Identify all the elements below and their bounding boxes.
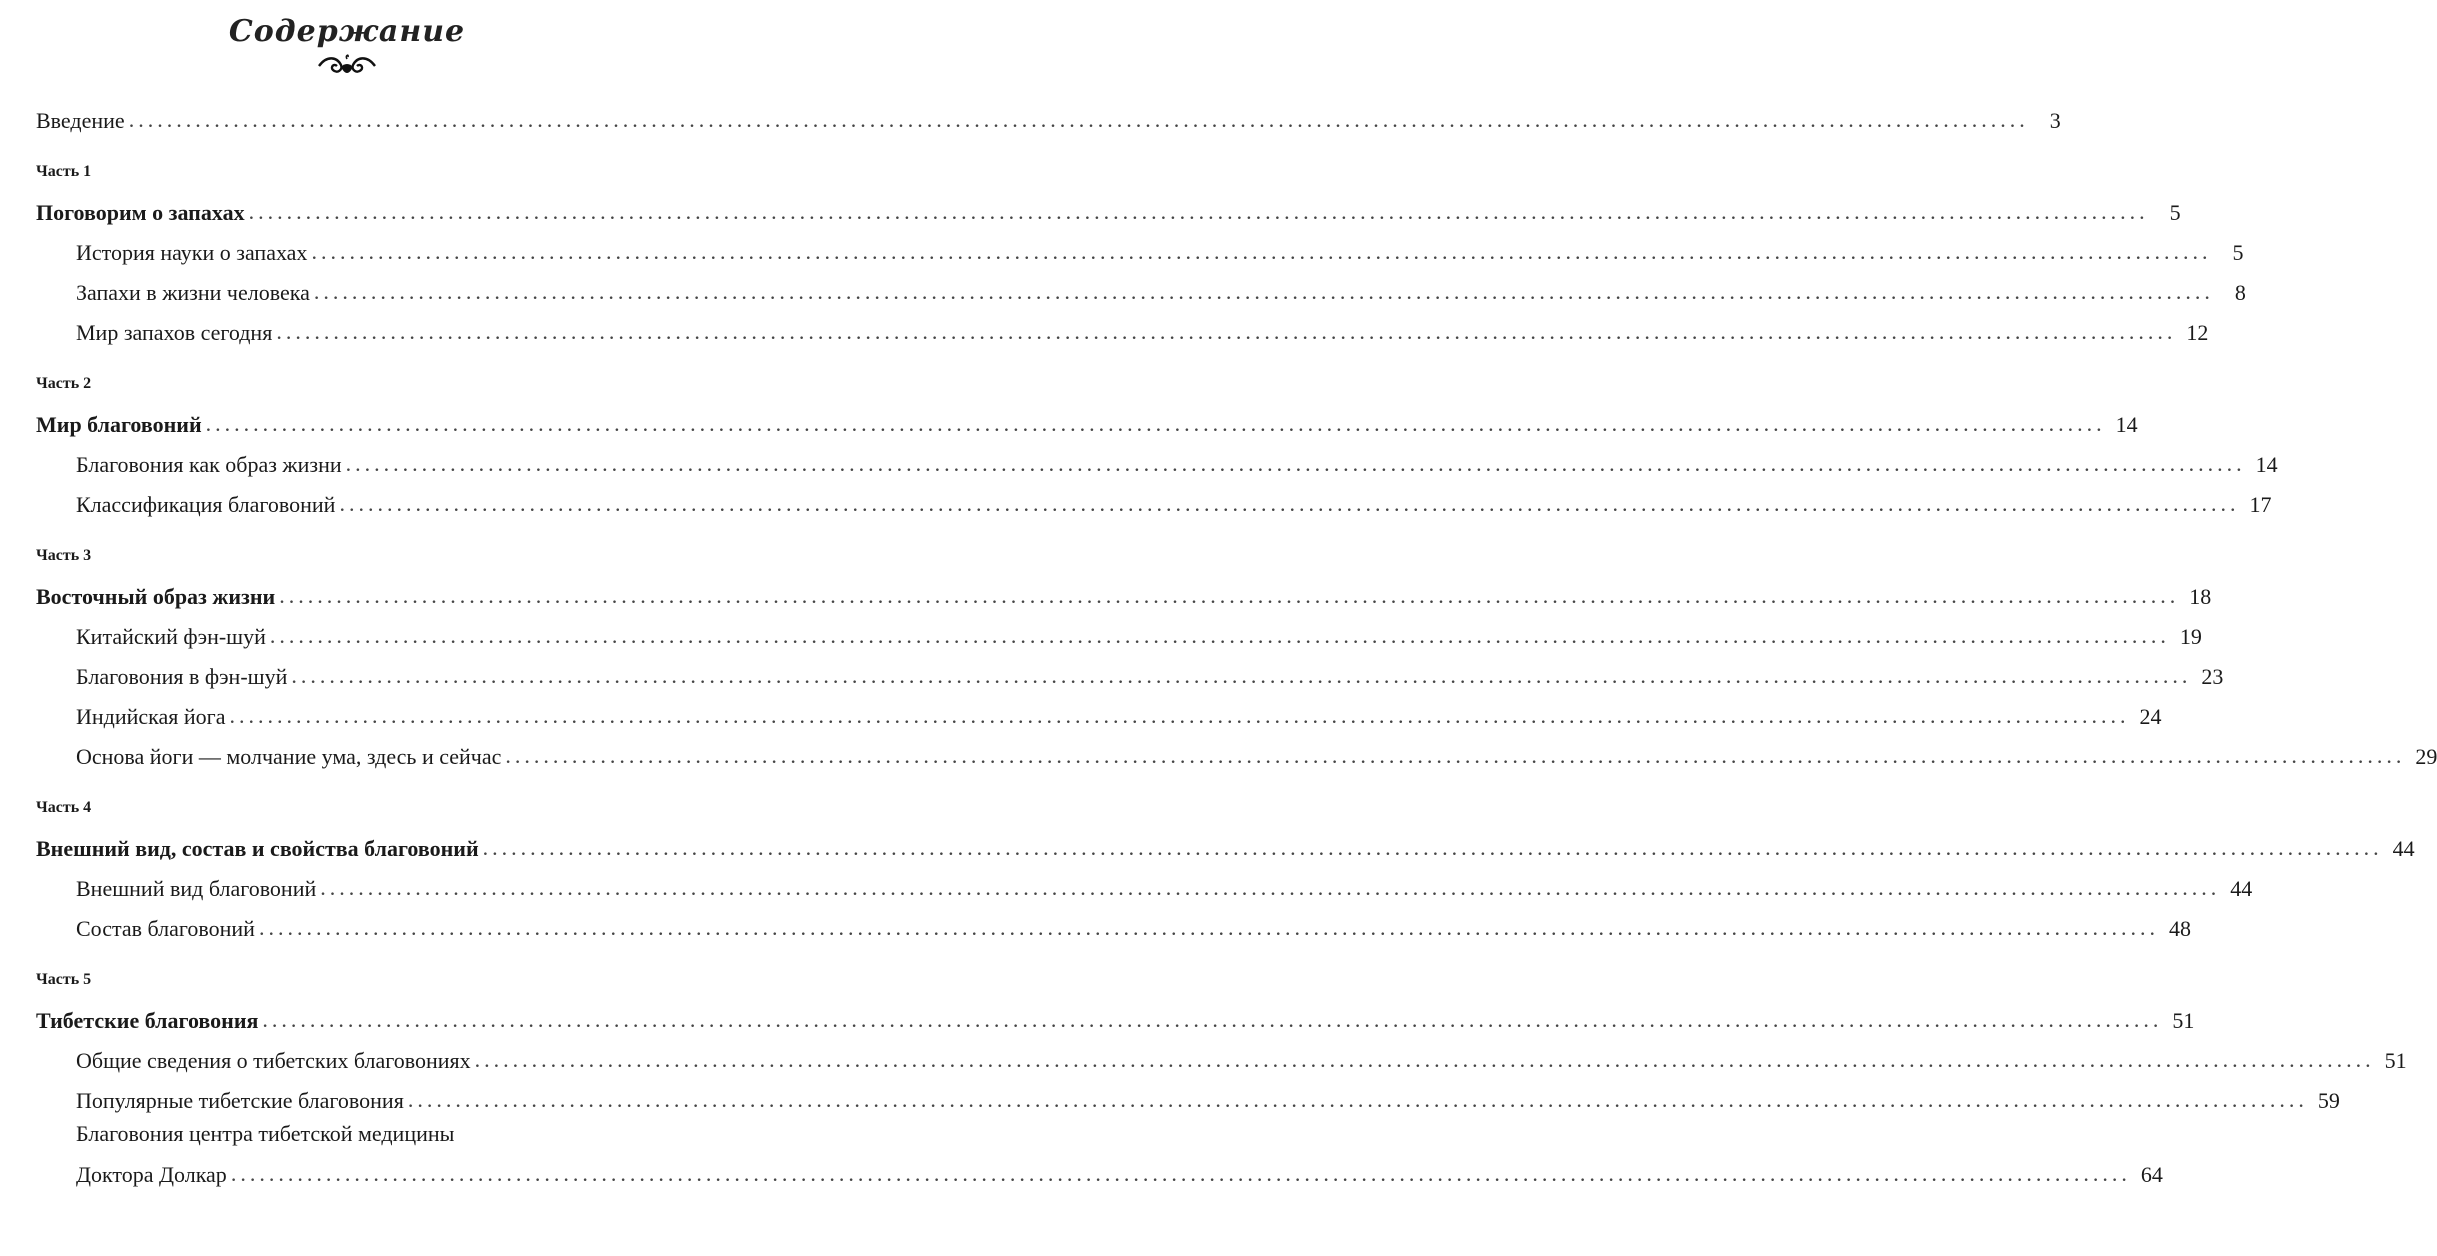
entry-title-line2[interactable]	[76, 1153, 2163, 1189]
entry-title: Общие сведения о тибетских благовониях	[76, 1048, 471, 1073]
leader-dots: ........................................................................................................................................................................................................	[313, 279, 2214, 304]
entry-title: Восточный образ жизни	[36, 584, 276, 609]
entry-title: Классификация благовоний	[76, 492, 336, 517]
entry-title: Индийская йога	[76, 704, 226, 729]
toc-entry-part[interactable]	[36, 399, 2138, 439]
part-label: Часть 4	[36, 799, 92, 816]
toc-entry-chapter[interactable]	[36, 1035, 2407, 1075]
toc-entry-chapter[interactable]	[36, 267, 2246, 307]
entry-title: Мир запахов сегодня	[76, 320, 273, 345]
leader-dots: ........................................................................................................................................................................................................	[474, 1047, 2375, 1072]
entry-page: 5	[2232, 240, 2244, 265]
entry-page: 5	[2169, 200, 2181, 225]
entry-title: Доктора Долкар	[76, 1162, 227, 1187]
part-label: Часть 3	[36, 547, 92, 564]
part-label: Часть 5	[36, 971, 92, 988]
leader-dots: ........................................................................................................................................................................................................	[205, 411, 2106, 436]
entry-page: 64	[2140, 1162, 2163, 1187]
entry-page: 51	[2172, 1008, 2195, 1033]
entry-page: 14	[2115, 412, 2138, 437]
entry-title-line1: Благовония центра тибетской медицины	[76, 1121, 455, 1146]
toc-entry-chapter[interactable]	[36, 307, 2209, 347]
leader-dots: ........................................................................................................................................................................................................	[407, 1087, 2308, 1112]
leader-dots: ........................................................................................................................................................................................................	[279, 583, 2180, 608]
toc-entry-part[interactable]	[36, 995, 2195, 1035]
entry-title: Состав благовоний	[76, 916, 255, 941]
leader-dots: ........................................................................................................................................................................................................	[505, 743, 2406, 768]
entry-title: Введение	[36, 108, 125, 133]
entry-title: Поговорим о запахах	[36, 200, 245, 225]
entry-page: 19	[2179, 624, 2202, 649]
toc-entry-chapter[interactable]	[36, 227, 2244, 267]
toc-entry-chapter[interactable]	[36, 479, 2272, 519]
toc-entry-chapter[interactable]	[36, 691, 2162, 731]
entry-page: 12	[2186, 320, 2209, 345]
toc-entry-part[interactable]	[36, 823, 2415, 863]
entry-page: 44	[2230, 876, 2253, 901]
entry-title: Благовония как образ жизни	[76, 452, 342, 477]
leader-dots: ........................................................................................................................................................................................................	[248, 199, 2149, 224]
entry-title: Внешний вид благовоний	[76, 876, 317, 901]
entry-page: 8	[2234, 280, 2246, 305]
leader-dots: ........................................................................................................................................................................................................	[482, 835, 2383, 860]
entry-title: Благовония в фэн-шуй	[76, 664, 288, 689]
toc-list	[36, 95, 2437, 1189]
ornament-icon	[315, 53, 379, 79]
leader-dots: ........................................................................................................................................................................................................	[320, 875, 2221, 900]
leader-dots: ........................................................................................................................................................................................................	[230, 1161, 2131, 1186]
leader-dots: ........................................................................................................................................................................................................	[262, 1007, 2163, 1032]
entry-title: Популярные тибетские благовония	[76, 1088, 404, 1113]
entry-title: История науки о запахах	[76, 240, 308, 265]
leader-dots: ........................................................................................................................................................................................................	[128, 107, 2029, 132]
entry-page: 3	[2049, 108, 2061, 133]
toc-entry-chapter[interactable]	[36, 863, 2253, 903]
part-label: Часть 1	[36, 163, 92, 180]
entry-page: 23	[2201, 664, 2224, 689]
page-title: Содержание	[228, 14, 466, 49]
entry-page: 29	[2415, 744, 2437, 769]
entry-page: 17	[2249, 492, 2272, 517]
leader-dots: ........................................................................................................................................................................................................	[269, 623, 2170, 648]
toc-entry-part[interactable]	[36, 571, 2212, 611]
toc-entry-chapter[interactable]	[36, 651, 2224, 691]
entry-page: 24	[2139, 704, 2162, 729]
toc-entry-part[interactable]	[36, 187, 2181, 227]
toc-entry-chapter[interactable]	[36, 439, 2278, 479]
toc-entry-chapter[interactable]	[36, 731, 2437, 771]
leader-dots: ........................................................................................................................................................................................................	[345, 451, 2246, 476]
leader-dots: ........................................................................................................................................................................................................	[339, 491, 2240, 516]
leader-dots: ........................................................................................................................................................................................................	[291, 663, 2192, 688]
entry-page: 59	[2317, 1088, 2340, 1113]
leader-dots: ........................................................................................................................................................................................................	[311, 239, 2212, 264]
leader-dots: ........................................................................................................................................................................................................	[229, 703, 2130, 728]
entry-page: 18	[2189, 584, 2212, 609]
leader-dots: ........................................................................................................................................................................................................	[276, 319, 2177, 344]
entry-title: Запахи в жизни человека	[76, 280, 310, 305]
entry-title: Внешний вид, состав и свойства благовоний	[36, 836, 479, 861]
entry-title: Мир благовоний	[36, 412, 202, 437]
entry-title: Тибетские благовония	[36, 1008, 259, 1033]
part-label: Часть 2	[36, 375, 92, 392]
entry-page: 14	[2255, 452, 2278, 477]
entry-title: Китайский фэн-шуй	[76, 624, 266, 649]
toc-entry-chapter[interactable]	[36, 611, 2202, 651]
leader-dots: ........................................................................................................................................................................................................	[258, 915, 2159, 940]
entry-page: 48	[2168, 916, 2191, 941]
toc-entry-chapter-wrapped[interactable]	[36, 1115, 2163, 1189]
entry-page: 51	[2384, 1048, 2407, 1073]
entry-page: 44	[2392, 836, 2415, 861]
toc-entry-chapter[interactable]	[36, 1075, 2340, 1115]
entry-title: Основа йоги — молчание ума, здесь и сейчас	[76, 744, 502, 769]
toc-entry-chapter[interactable]	[36, 903, 2191, 943]
toc-entry-intro[interactable]	[36, 95, 2061, 135]
